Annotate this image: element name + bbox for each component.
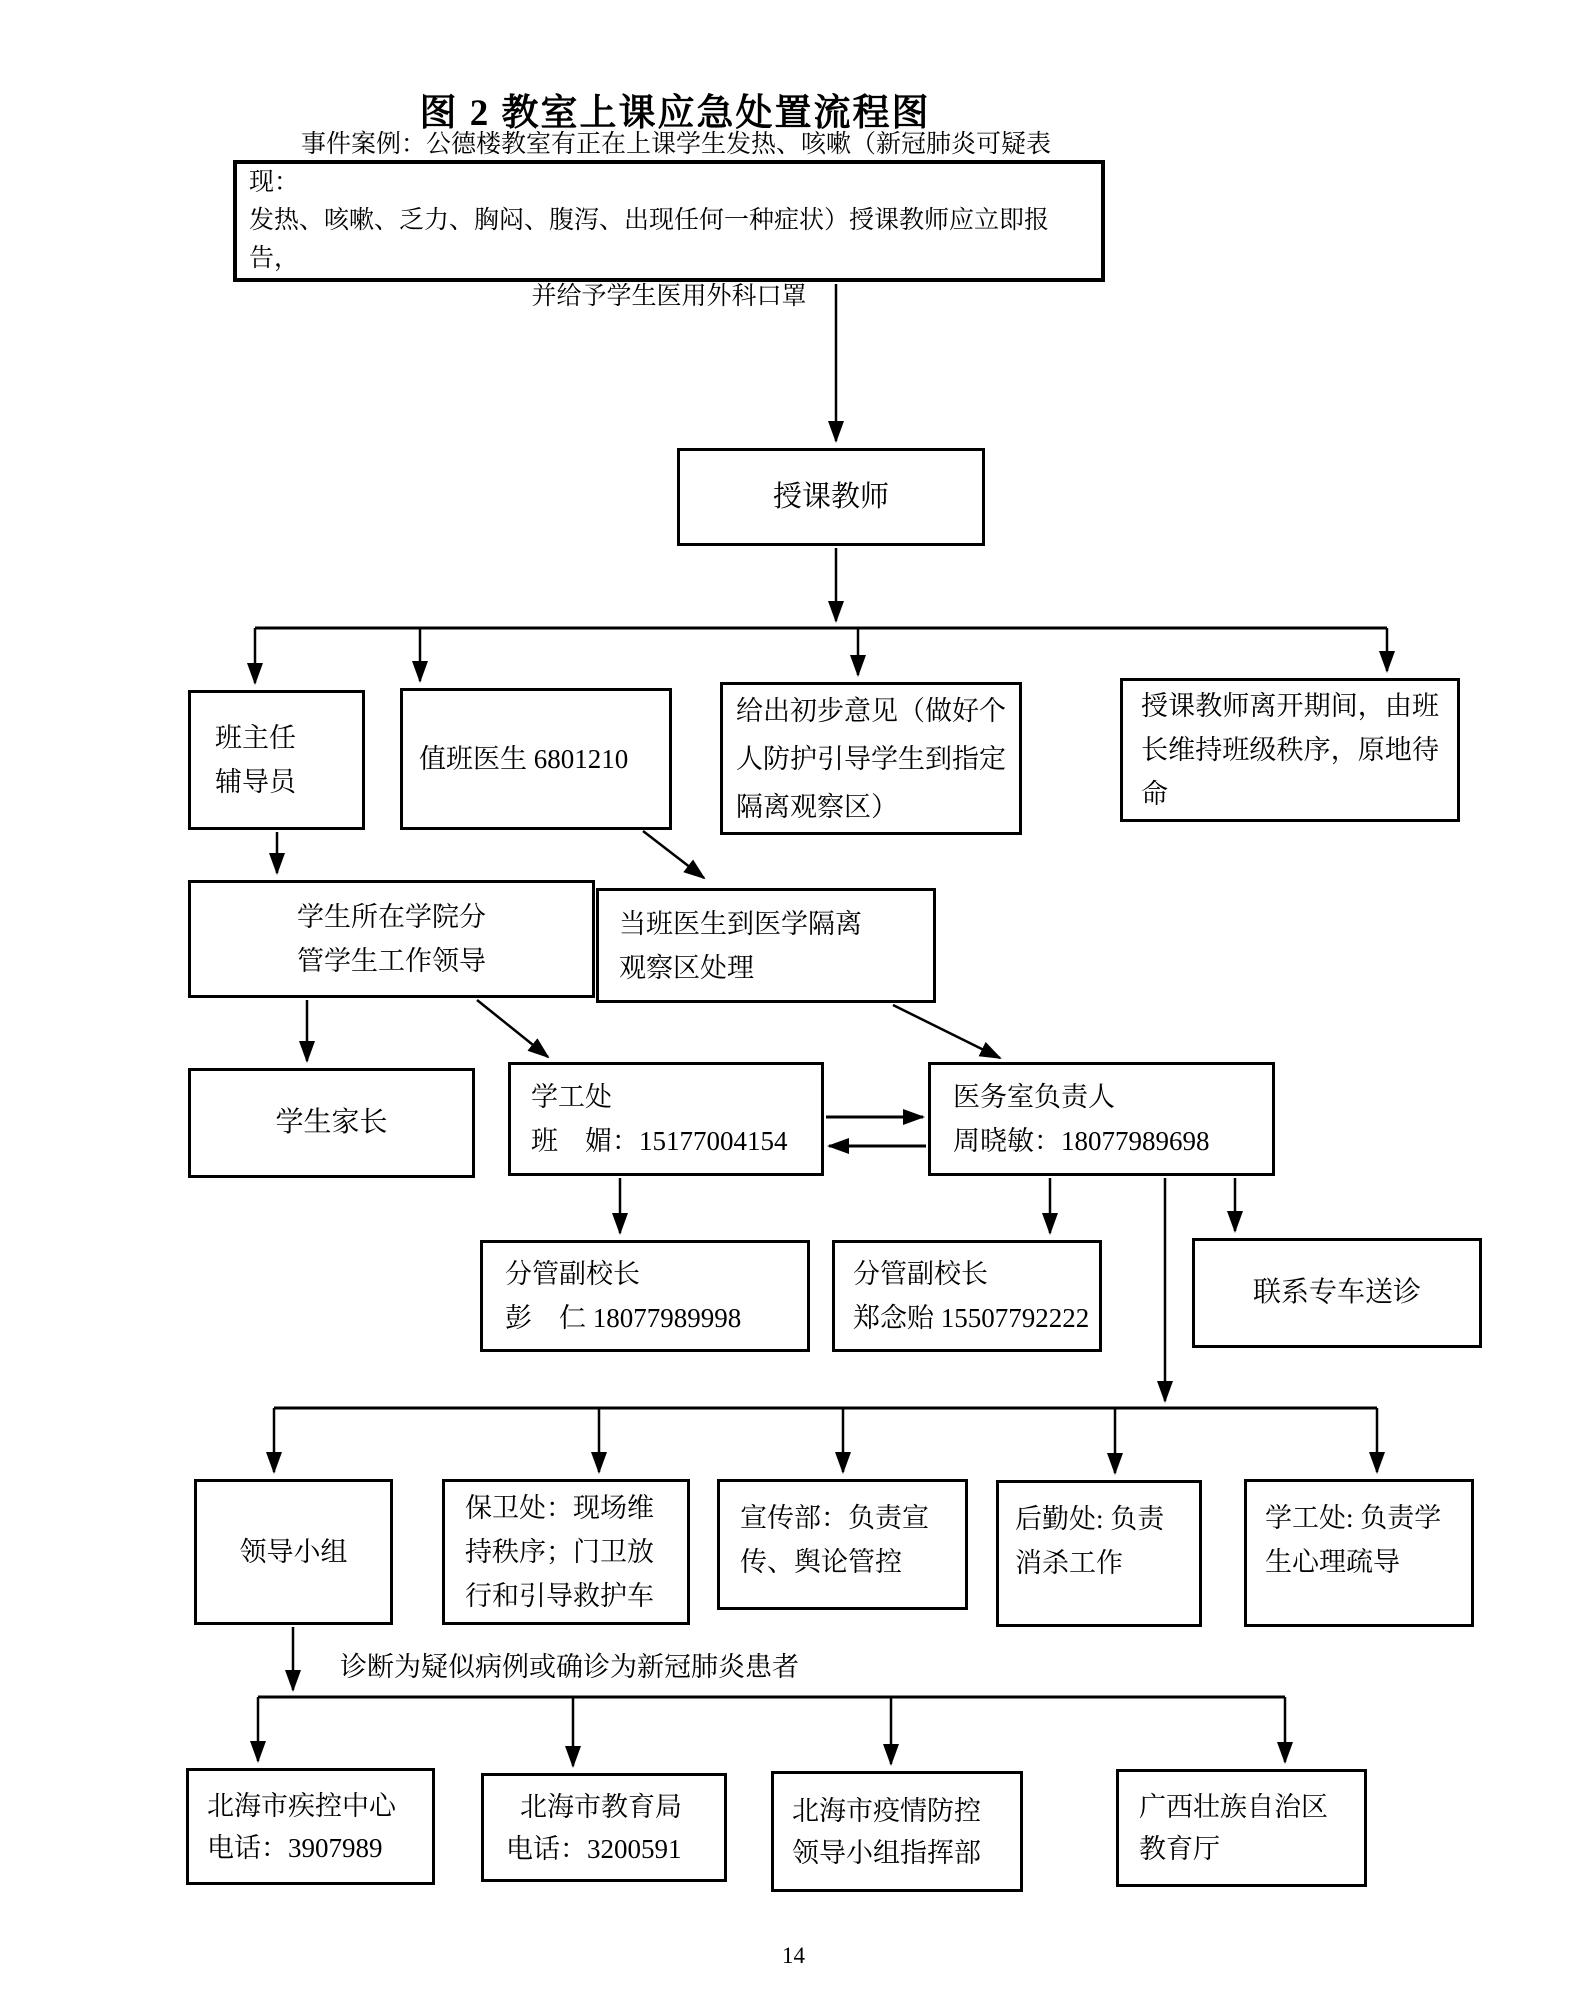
epidemic-hq-line-2: 领导小组指挥部 [792,1837,981,1868]
teacher-box [677,448,985,546]
vp-peng-box [480,1240,810,1352]
student-affairs-box [508,1062,824,1176]
college-leader-line-1: 学生所在学院分 [297,902,486,932]
epidemic-hq-line-1: 北海市疫情防控 [792,1795,981,1826]
cdc-box [186,1768,435,1885]
initial-opinion-label: 给出初步意见（做好个人防护引导学生到指定隔离观察区） [736,695,1006,822]
page-number: 14 [782,1943,805,1968]
parents-label: 学生家长 [275,1107,388,1138]
on-duty-doctor-line-1: 当班医生到医学隔离 [619,908,862,939]
clinic-head-box [928,1062,1275,1176]
education-department-box [1116,1769,1367,1887]
college-leader-line-2: 管学生工作领导 [297,946,486,976]
duty-doctor-label: 值班医生 6801210 [419,744,629,774]
arrow-college-leader-to-student-affairs [477,1000,548,1057]
page-title: 图 2 教室上课应急处置流程图 [419,93,931,134]
cdc-line-1: 北海市疾控中心 [207,1790,396,1821]
case-line-3: 并给予学生医用外科口罩 [531,283,807,310]
head-teacher-line-1: 班主任 [215,723,296,753]
clinic-head-line-2: 周晓敏：18077989698 [953,1126,1210,1156]
diagnosis-condition-label: 诊断为疑似病例或确诊为新冠肺炎患者 [340,1652,799,1682]
special-car-box [1192,1238,1482,1348]
arrow-on-duty-doctor-to-clinic-head [893,1005,1000,1058]
publicity-dept-label: 宣传部：负责宣传、舆论管控 [740,1503,929,1577]
college-leader-box [188,880,595,998]
clinic-head-line-1: 医务室负责人 [953,1082,1115,1112]
parents-box [188,1068,475,1178]
cdc-line-2: 电话：3907989 [207,1832,383,1863]
leading-group-box [194,1479,393,1625]
teacher-label: 授课教师 [772,481,889,513]
epidemic-hq-box [771,1771,1023,1892]
student-affairs-psych-box [1244,1479,1474,1627]
education-bureau-line-1: 北海市教育局 [520,1791,682,1822]
logistics-dept-label: 后勤处: 负责消杀工作 [1015,1504,1165,1578]
head-teacher-line-2: 辅导员 [215,767,296,797]
class-monitor-label: 授课教师离开期间，由班长维持班级秩序，原地待命 [1141,691,1439,809]
vp-peng-line-1: 分管副校长 [505,1259,640,1289]
student-affairs-psych-label: 学工处: 负责学生心理疏导 [1265,1503,1442,1577]
vp-zheng-line-2: 郑念贻 15507792222 [853,1303,1090,1333]
vp-zheng-line-1: 分管副校长 [853,1259,988,1289]
case-box [233,131,1105,310]
vp-zheng-box [832,1240,1102,1352]
education-bureau-box [481,1773,727,1882]
education-department-line-2: 教育厅 [1139,1834,1220,1864]
student-affairs-line-1: 学工处 [531,1082,612,1112]
initial-opinion-box [720,682,1022,835]
security-dept-label: 保卫处：现场维持秩序；门卫放行和引导救护车 [465,1493,654,1611]
head-teacher-box [188,690,365,830]
logistics-dept-box [996,1480,1202,1627]
vp-peng-line-2: 彭 仁 18077989998 [505,1303,742,1333]
arrow-duty-doctor-to-on-duty-doctor [643,831,704,878]
duty-doctor-box [400,688,672,830]
case-line-1: 事件案例：公德楼教室有正在上课学生发热、咳嗽（新冠肺炎可疑表现： [249,131,1052,196]
on-duty-doctor-line-2: 观察区处理 [619,952,754,983]
education-department-line-1: 广西壮族自治区 [1139,1792,1328,1822]
class-monitor-box [1120,678,1460,822]
publicity-dept-box [717,1479,968,1610]
security-dept-box [442,1479,690,1625]
student-affairs-line-2: 班 媚：15177004154 [531,1126,788,1156]
case-line-2: 发热、咳嗽、乏力、胸闷、腹泻、出现任何一种症状）授课教师应立即报告， [249,207,1050,272]
special-car-label: 联系专车送诊 [1252,1277,1421,1308]
on-duty-doctor-box [596,888,936,1003]
leading-group-label: 领导小组 [239,1537,348,1567]
education-bureau-line-2: 电话：3200591 [506,1833,682,1864]
